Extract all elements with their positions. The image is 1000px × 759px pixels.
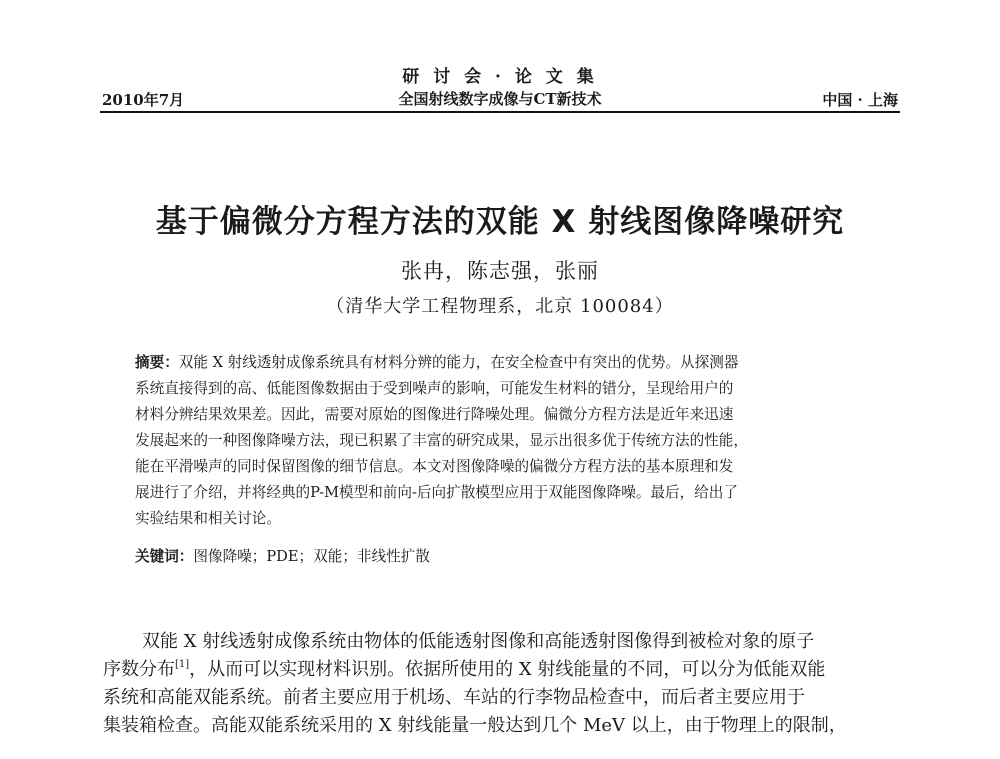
author-affiliation: （清华大学工程物理系，北京 100084）: [326, 296, 674, 317]
body-text-segment: ，从而可以实现材料识别。依据所使用的 X 射线能量的不同，可以分为低能双能: [189, 659, 826, 680]
keywords-label: 关键词：: [135, 548, 194, 565]
running-header: [100, 62, 900, 112]
keywords: [135, 545, 865, 566]
header-rule: [100, 111, 900, 113]
body-line: 双能 X 射线透射成像系统由物体的低能透射图像和高能透射图像得到被检对象的原子: [142, 631, 815, 652]
abstract-line: [135, 350, 865, 376]
body-line: 系统和高能双能系统。前者主要应用于机场、车站的行李物品检查中，而后者主要应用于: [103, 687, 805, 708]
body-text-segment: 序数分布: [103, 659, 175, 680]
body-line: [103, 656, 898, 684]
abstract-line: 展进行了介绍，并将经典的P-M模型和前向-后向扩散模型应用于双能图像降噪。最后，给出了: [135, 484, 738, 501]
abstract-line: 材料分辨结果效果差。因此，需要对原始的图像进行降噪处理。偏微分方程方法是近年来迅速: [135, 406, 734, 423]
header-conference-name: 全国射线数字成像与CT新技术: [398, 90, 602, 108]
header-date: 2010年7月: [102, 91, 185, 109]
body-paragraph: [103, 628, 898, 740]
abstract-line: 实验结果和相关讨论。: [135, 510, 281, 527]
abstract-line: 发展起来的一种图像降噪方法，现已积累了丰富的研究成果，显示出很多优于传统方法的性能，: [135, 432, 748, 449]
paper-title: 基于偏微分方程方法的双能 X 射线图像降噪研究: [155, 204, 845, 240]
abstract: [135, 350, 865, 532]
citation-reference[interactable]: [1]: [175, 659, 190, 670]
author-list: 张冉，陈志强，张丽: [401, 259, 599, 283]
header-proceedings-label: 研 讨 会 · 论 文 集: [402, 67, 598, 87]
header-location: 中国 · 上海: [822, 91, 898, 109]
abstract-text: 双能 X 射线透射成像系统具有材料分辨的能力，在安全检查中有突出的优势。从探测器: [178, 354, 739, 371]
abstract-label: 摘要：: [135, 354, 179, 371]
abstract-line: 能在平滑噪声的同时保留图像的细节信息。本文对图像降噪的偏微分方程方法的基本原理和发: [135, 458, 734, 475]
body-line: 集装箱检查。高能双能系统采用的 X 射线能量一般达到几个 MeV 以上，由于物理上的限制，: [103, 715, 847, 736]
abstract-line: 系统直接得到的高、低能图像数据由于受到噪声的影响，可能发生材料的错分，呈现给用户的: [135, 380, 734, 397]
keywords-text: 图像降噪；PDE；双能；非线性扩散: [193, 548, 430, 565]
